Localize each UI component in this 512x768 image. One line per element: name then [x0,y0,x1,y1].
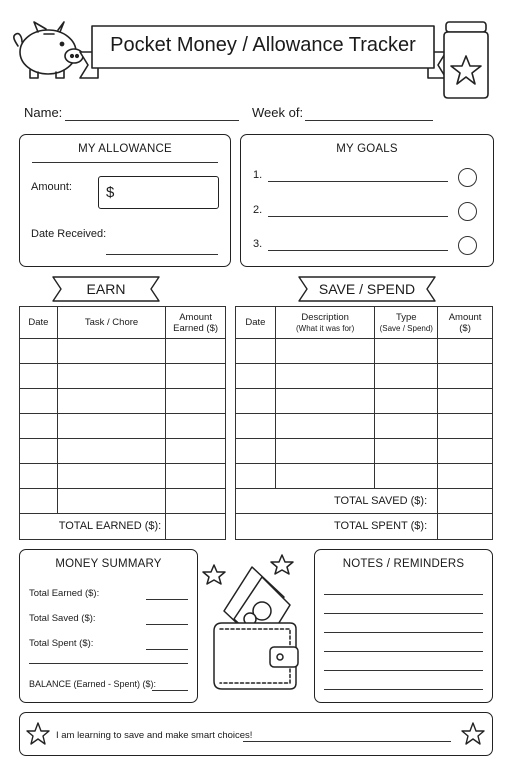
table-cell[interactable] [275,439,375,464]
save-spend-table [235,306,493,540]
column-header: Description (What it was for) [275,307,375,339]
table-cell[interactable] [57,339,165,364]
goal-checkbox[interactable] [458,168,477,187]
table-cell[interactable] [20,439,58,464]
total-spent-summary-field[interactable] [146,649,188,650]
table-cell[interactable] [236,414,276,439]
earn-table [19,306,226,540]
column-header: Type (Save / Spend) [375,307,438,339]
table-cell[interactable] [375,464,438,489]
total-spent-label: TOTAL SPENT ($): [236,514,438,540]
table-cell[interactable] [375,414,438,439]
total-spent-summary-label: Total Spent ($): [29,638,94,649]
table-cell[interactable] [275,364,375,389]
amount-input[interactable] [98,176,219,209]
table-cell[interactable] [236,464,276,489]
table-cell[interactable] [20,389,58,414]
earn-banner [52,276,160,302]
star-icon [460,721,486,747]
name-field[interactable] [65,120,239,121]
wallet-money-icon [200,553,310,698]
notes-line[interactable] [324,689,483,690]
table-cell[interactable] [275,464,375,489]
column-header: Amount Earned ($) [166,307,226,339]
table-cell[interactable] [57,414,165,439]
table-cell[interactable] [375,364,438,389]
table-cell[interactable] [166,364,226,389]
money-summary-heading: MONEY SUMMARY [55,558,162,570]
table-cell[interactable] [375,339,438,364]
footer-text: I am learning to save and make smart choices! [56,730,253,741]
goal-checkbox[interactable] [458,202,477,221]
goal-number: 3. [253,238,263,250]
amount-label: Amount: [31,181,72,193]
table-cell[interactable] [438,414,493,439]
total-spent-cell[interactable] [438,514,493,540]
table-cell[interactable] [20,489,58,514]
earn-heading: EARN [86,281,126,297]
table-cell[interactable] [20,414,58,439]
table-cell[interactable] [57,389,165,414]
page-title: Pocket Money / Allowance Tracker [110,34,416,56]
piggy-bank-icon [8,16,88,82]
table-cell[interactable] [438,389,493,414]
table-cell[interactable] [236,439,276,464]
total-saved-summary-field[interactable] [146,624,188,625]
goal-number: 1. [253,169,263,181]
table-cell[interactable] [166,489,226,514]
total-saved-label: TOTAL SAVED ($): [236,489,438,514]
save-spend-banner [298,276,436,302]
date-received-field[interactable] [106,254,218,255]
notes-line[interactable] [324,651,483,652]
notes-line[interactable] [324,594,483,595]
table-cell[interactable] [275,414,375,439]
total-earned-summary-label: Total Earned ($): [29,588,100,599]
table-cell[interactable] [166,389,226,414]
table-cell[interactable] [438,439,493,464]
goal-number: 2. [253,204,263,216]
table-cell[interactable] [375,439,438,464]
jar-star-icon [436,18,498,100]
week-field[interactable] [305,120,433,121]
table-cell[interactable] [236,364,276,389]
table-cell[interactable] [166,439,226,464]
total-earned-label: TOTAL EARNED ($): [20,514,166,540]
footer-field[interactable] [243,741,451,742]
column-header: Date [20,307,58,339]
total-saved-summary-label: Total Saved ($): [29,613,96,624]
allowance-heading: MY ALLOWANCE [78,143,172,155]
currency-symbol: $ [106,184,115,201]
title-banner [78,22,448,84]
save-spend-heading: SAVE / SPEND [318,281,416,297]
table-cell[interactable] [236,339,276,364]
notes-panel [314,549,493,703]
table-cell[interactable] [20,339,58,364]
table-cell[interactable] [20,464,58,489]
table-cell[interactable] [166,339,226,364]
table-cell[interactable] [375,389,438,414]
notes-heading: NOTES / REMINDERS [342,558,465,570]
star-icon [25,721,51,747]
goal-checkbox[interactable] [458,236,477,255]
total-earned-summary-field[interactable] [146,599,188,600]
divider [29,663,188,664]
table-cell[interactable] [275,339,375,364]
notes-line[interactable] [324,632,483,633]
table-cell[interactable] [57,489,165,514]
notes-line[interactable] [324,613,483,614]
table-cell[interactable] [20,364,58,389]
balance-label: BALANCE (Earned - Spent) ($): [29,679,157,689]
table-cell[interactable] [166,464,226,489]
column-header: Date [236,307,276,339]
table-cell[interactable] [57,439,165,464]
total-earned-cell[interactable] [166,514,226,540]
balance-field[interactable] [152,690,188,691]
table-cell[interactable] [438,339,493,364]
week-label: Week of: [252,105,304,120]
name-label: Name: [24,105,63,120]
column-header: Amount ($) [438,307,493,339]
goal-field[interactable] [268,250,448,251]
table-cell[interactable] [236,389,276,414]
column-header: Task / Chore [57,307,165,339]
total-saved-cell[interactable] [438,489,493,514]
notes-line[interactable] [324,670,483,671]
table-cell[interactable] [57,464,165,489]
table-cell[interactable] [166,414,226,439]
date-received-label: Date Received: [31,228,107,240]
goal-field[interactable] [268,181,448,182]
table-cell[interactable] [438,364,493,389]
goal-field[interactable] [268,216,448,217]
table-cell[interactable] [275,389,375,414]
goals-heading: MY GOALS [336,143,398,155]
table-cell[interactable] [57,364,165,389]
divider [32,162,218,163]
table-cell[interactable] [438,464,493,489]
